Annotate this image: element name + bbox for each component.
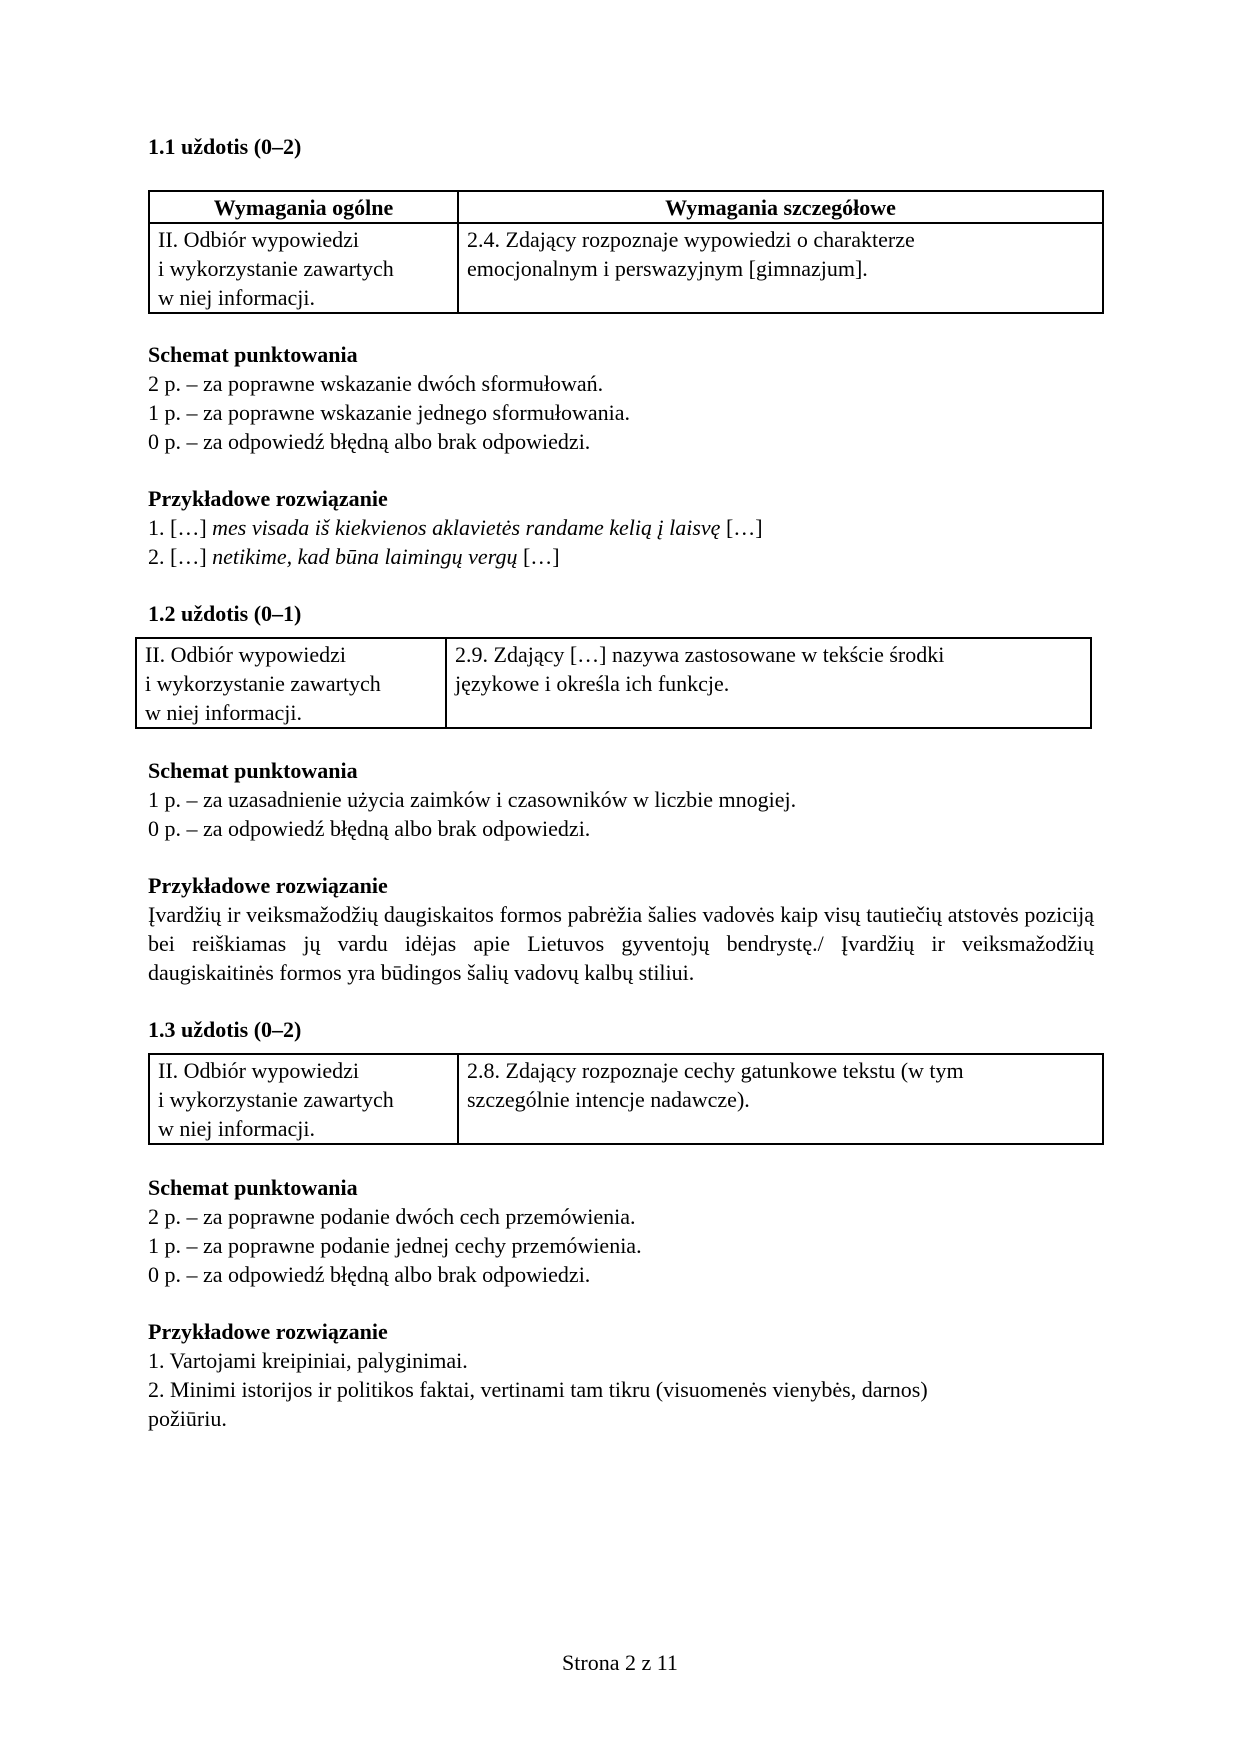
example-heading-1-3: Przykładowe rozwiązanie	[148, 1319, 388, 1344]
specific-requirement-line: szczególnie intencje nadawcze).	[467, 1087, 750, 1112]
specific-requirement-cell	[446, 638, 1091, 728]
specific-requirement-cell	[458, 1054, 1103, 1144]
requirements-table-1-1	[148, 190, 1104, 314]
example-paragraph: Įvardžių ir veiksmažodžių daugiskaitos formos pabrėžia šalies vadovės kaip visų tautiečių atstovės poziciją bei reiškiamas jų vardu idėjas apie Lietuvos gyventojų bendrystę./ Įvardžių ir veiksmažodžių daugiskaitinės formos yra būdingos šalių vadovų kalbų stiliui.	[148, 902, 1094, 985]
example-line	[148, 542, 560, 571]
requirements-table-1-3	[148, 1053, 1104, 1145]
example-quote: netikime, kad būna laimingų vergų	[212, 544, 518, 569]
scoring-line: 0 p. – za odpowiedź błędną albo brak odpowiedzi.	[148, 816, 591, 841]
scoring-heading-1-2: Schemat punktowania	[148, 758, 358, 783]
scoring-line: 1 p. – za poprawne podanie jednej cechy przemówienia.	[148, 1233, 642, 1258]
example-heading-1-2: Przykładowe rozwiązanie	[148, 873, 388, 898]
task-1-1-title: 1.1 uždotis (0–2)	[148, 134, 302, 159]
general-requirement-line: II. Odbiór wypowiedzi	[158, 1058, 360, 1083]
example-quote: mes visada iš kiekvienos aklavietės randame kelią į laisvę	[212, 515, 721, 540]
example-line: požiūriu.	[148, 1406, 227, 1431]
task-1-2-title: 1.2 uždotis (0–1)	[148, 601, 302, 626]
example-suffix: […]	[720, 515, 763, 540]
general-requirement-line: w niej informacji.	[145, 700, 303, 725]
scoring-heading-1-1: Schemat punktowania	[148, 342, 358, 367]
scoring-line: 0 p. – za odpowiedź błędną albo brak odpowiedzi.	[148, 1262, 591, 1287]
scoring-line: 2 p. – za poprawne wskazanie dwóch sformułowań.	[148, 371, 604, 396]
example-line: 2. Minimi istorijos ir politikos faktai, vertinami tam tikru (visuomenės vienybės, darnos)	[148, 1377, 928, 1402]
scoring-line: 1 p. – za uzasadnienie użycia zaimków i czasowników w liczbie mnogiej.	[148, 787, 797, 812]
task-1-3-title: 1.3 uždotis (0–2)	[148, 1017, 302, 1042]
specific-requirement-line: 2.8. Zdający rozpoznaje cechy gatunkowe tekstu (w tym	[467, 1058, 964, 1083]
requirements-table-1-2	[135, 637, 1092, 729]
general-requirement-line: i wykorzystanie zawartych	[158, 256, 394, 281]
general-requirement-cell	[149, 1054, 458, 1144]
specific-requirement-line: 2.9. Zdający […] nazywa zastosowane w tekście środki	[455, 642, 945, 667]
scoring-line: 2 p. – za poprawne podanie dwóch cech przemówienia.	[148, 1204, 636, 1229]
header-general-requirements: Wymagania ogólne	[149, 191, 458, 223]
example-line	[148, 513, 763, 542]
general-requirement-line: II. Odbiór wypowiedzi	[145, 642, 347, 667]
example-prefix: 1. […]	[148, 515, 213, 540]
example-heading-1-1: Przykładowe rozwiązanie	[148, 486, 388, 511]
scoring-line: 0 p. – za odpowiedź błędną albo brak odpowiedzi.	[148, 429, 591, 454]
general-requirement-cell	[136, 638, 446, 728]
general-requirement-line: i wykorzystanie zawartych	[158, 1087, 394, 1112]
example-suffix: […]	[517, 544, 560, 569]
specific-requirement-line: emocjonalnym i perswazyjnym [gimnazjum].	[467, 256, 868, 281]
specific-requirement-cell	[458, 223, 1103, 313]
general-requirement-line: w niej informacji.	[158, 285, 316, 310]
specific-requirement-line: językowe i określa ich funkcje.	[455, 671, 730, 696]
example-line: 1. Vartojami kreipiniai, palyginimai.	[148, 1348, 468, 1373]
general-requirement-line: II. Odbiór wypowiedzi	[158, 227, 360, 252]
page-number: Strona 2 z 11	[562, 1650, 678, 1675]
general-requirement-line: i wykorzystanie zawartych	[145, 671, 381, 696]
scoring-line: 1 p. – za poprawne wskazanie jednego sformułowania.	[148, 400, 631, 425]
general-requirement-line: w niej informacji.	[158, 1116, 316, 1141]
specific-requirement-line: 2.4. Zdający rozpoznaje wypowiedzi o charakterze	[467, 227, 915, 252]
header-specific-requirements: Wymagania szczegółowe	[458, 191, 1103, 223]
general-requirement-cell	[149, 223, 458, 313]
scoring-heading-1-3: Schemat punktowania	[148, 1175, 358, 1200]
example-prefix: 2. […]	[148, 544, 213, 569]
